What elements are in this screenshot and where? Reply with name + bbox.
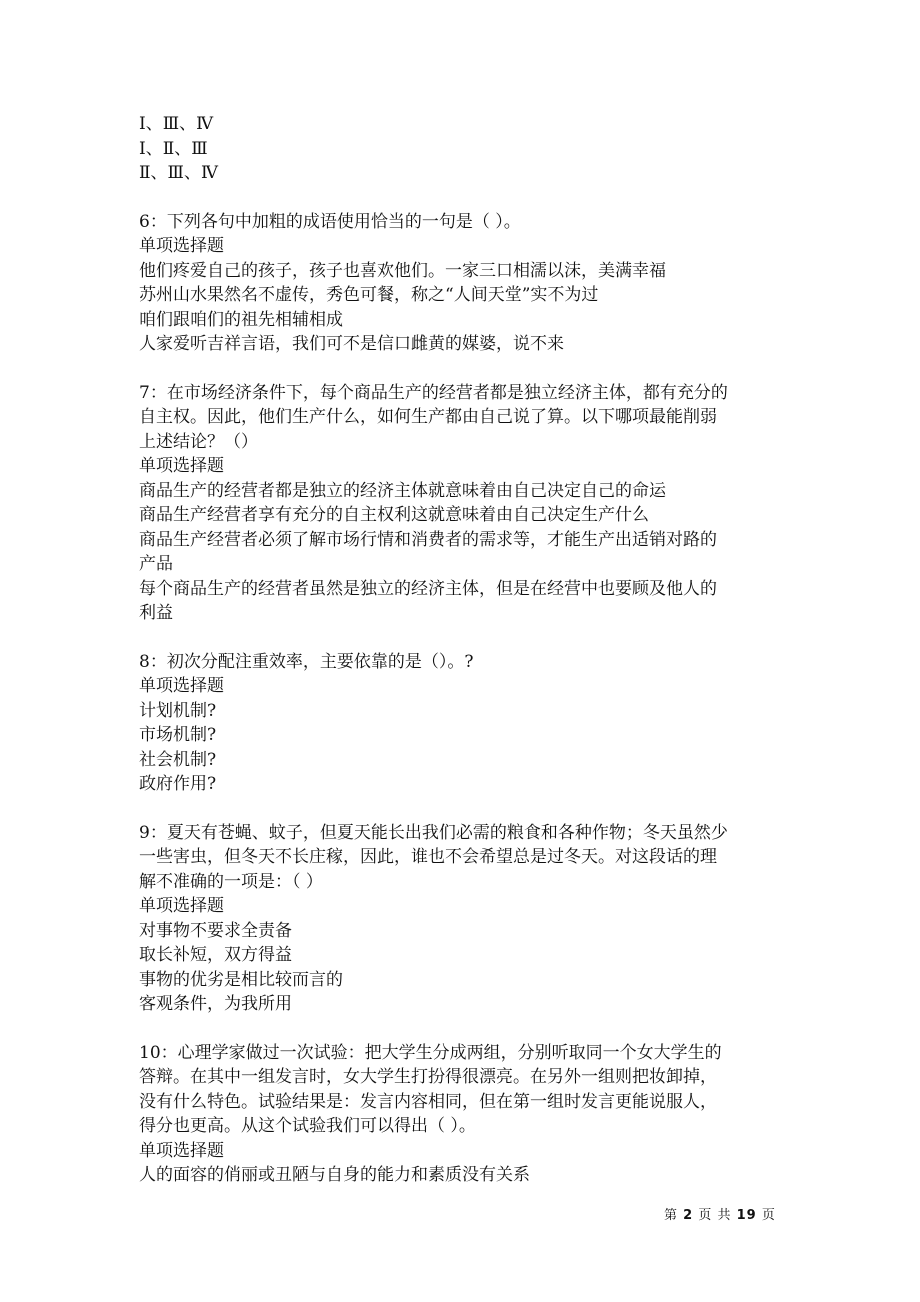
option: 商品生产的经营者都是独立的经济主体就意味着由自己决定自己的命运 [139,480,666,501]
footer-prefix: 第 [664,1208,679,1223]
question-stem-line: 解不准确的一项是：（ ） [139,871,323,892]
option: 他们疼爱自己的孩子，孩子也喜欢他们。一家三口相濡以沫，美满幸福 [139,260,666,281]
option: 客观条件，为我所用 [139,994,292,1014]
option: Ⅰ、Ⅲ、Ⅳ [139,114,214,134]
option-continuation: 利益 [139,603,173,623]
question-9 [139,821,799,1017]
option: Ⅱ、Ⅲ、Ⅳ [139,163,218,183]
question-stem-line: 自主权。因此，他们生产什么，如何生产都由自己说了算。以下哪项最能削弱 [139,407,717,427]
total-page-count: 19 [736,1208,757,1223]
option: 苏州山水果然名不虚传，秀色可餐，称之“人间天堂”实不为过 [139,285,599,305]
option: 市场机制? [139,725,217,745]
option: 计划机制? [139,700,217,721]
option: 社会机制? [139,749,217,770]
option: 政府作用? [139,774,217,794]
option-continuation: 产品 [139,554,173,574]
footer-middle: 页 共 [698,1208,732,1223]
question-page [139,112,799,1188]
option: Ⅰ、Ⅱ、Ⅲ [139,138,208,159]
option: 人家爱听吉祥言语，我们可不是信口雌黄的媒婆，说不来 [139,334,564,354]
footer-suffix: 页 [761,1208,776,1223]
option: 商品生产经营者必须了解市场行情和消费者的需求等，才能生产出适销对路的 [139,529,717,550]
question-stem-line: 上述结论？（） [139,431,258,452]
question-stem-line: 7：在市场经济条件下，每个商品生产的经营者都是独立经济主体，都有充分的 [139,382,728,403]
question-type: 单项选择题 [139,236,224,256]
question-type: 单项选择题 [139,1140,224,1161]
question-stem-line: 10：心理学家做过一次试验：把大学生分成两组，分别听取同一个女大学生的 [139,1042,722,1063]
question-stem-line: 9：夏天有苍蝇、蚊子，但夏天能长出我们必需的粮食和各种作物；冬天虽然少 [139,822,728,843]
option: 事物的优劣是相比较而言的 [139,969,343,990]
question-6 [139,210,799,357]
question-stem-line: 没有什么特色。试验结果是：发言内容相同，但在第一组时发言更能说服人， [139,1091,717,1112]
option: 商品生产经营者享有充分的自主权利这就意味着由自己决定生产什么 [139,505,649,525]
question-7 [139,381,799,626]
question-stem-line: 一些害虫，但冬天不长庄稼，因此，谁也不会希望总是过冬天。对这段话的理 [139,847,717,867]
question-type: 单项选择题 [139,456,224,476]
question-stem: 8：初次分配注重效率，主要依靠的是（）。? [139,651,474,672]
question-type: 单项选择题 [139,676,224,696]
question-stem-line: 答辩。在其中一组发言时，女大学生打扮得很漂亮。在另外一组则把妆卸掉， [139,1067,717,1087]
previous-question-options [139,112,799,186]
option: 每个商品生产的经营者虽然是独立的经济主体，但是在经营中也要顾及他人的 [139,578,717,599]
question-10 [139,1041,799,1188]
current-page-number: 2 [683,1208,694,1223]
option: 咱们跟咱们的祖先相辅相成 [139,309,343,330]
option: 人的面容的俏丽或丑陋与自身的能力和素质没有关系 [139,1165,530,1185]
question-stem-line: 得分也更高。从这个试验我们可以得出（ ）。 [139,1116,476,1136]
question-8 [139,650,799,797]
option: 对事物不要求全责备 [139,920,292,941]
question-stem: 6：下列各句中加粗的成语使用恰当的一句是（ ）。 [139,211,521,232]
option: 取长补短，双方得益 [139,945,292,965]
question-type: 单项选择题 [139,896,224,916]
page-footer [664,1208,776,1224]
